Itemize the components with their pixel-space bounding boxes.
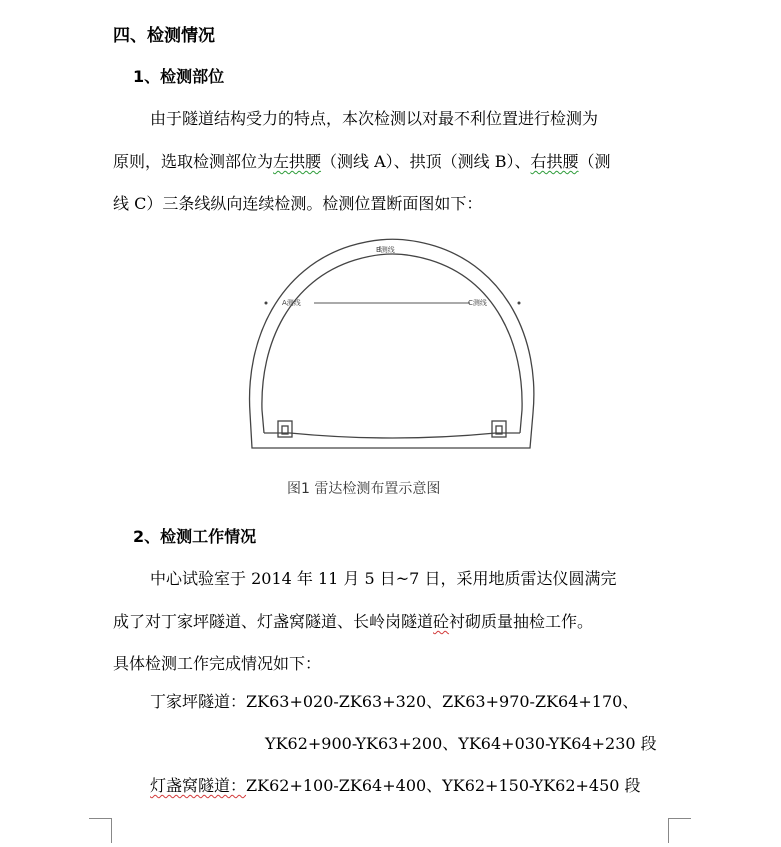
text-run: 衬砌质量抽检工作。 xyxy=(449,612,594,631)
point-a xyxy=(265,302,268,305)
tunnel-ranges-continued: YK62+900-YK63+200、YK64+030-YK64+230 段 xyxy=(265,734,657,753)
paragraph-line: 具体检测工作完成情况如下： xyxy=(113,654,322,673)
spellcheck-word: 左拱腰 xyxy=(273,152,322,171)
subsection-heading-work: 2、检测工作情况 xyxy=(133,527,257,546)
tunnel-section-figure xyxy=(240,228,545,478)
tunnel-diagram xyxy=(240,228,545,478)
paragraph-line: 中心试验室于 2014 年 11 月 5 日~7 日，采用地质雷达仪圆满完 xyxy=(150,569,617,588)
paragraph-line xyxy=(113,149,611,172)
text-run: 原则，选取检测部位为 xyxy=(113,152,274,171)
spellcheck-word: 砼 xyxy=(433,612,450,631)
text-run: （测线 A）、拱顶（测线 B）、 xyxy=(321,152,531,171)
invert-arch xyxy=(290,433,496,438)
label-b: B测线 xyxy=(376,246,395,254)
margin-corner-left xyxy=(89,818,112,843)
tunnel-ranges: ZK63+020-ZK63+320、ZK63+970-ZK64+170、 xyxy=(246,692,639,711)
label-c: C测线 xyxy=(468,299,487,307)
tunnel-name: 灯盏窝隧道： xyxy=(150,776,247,795)
tunnel-name: 丁家坪隧道： xyxy=(150,692,247,711)
inner-lining xyxy=(262,254,522,433)
outer-lining xyxy=(250,239,534,448)
label-a: A测线 xyxy=(282,299,301,307)
paragraph-line: 线 C）三条线纵向连续检测。检测位置断面图如下： xyxy=(113,194,483,213)
margin-corner-right xyxy=(668,818,691,843)
tunnel-entry xyxy=(150,689,638,712)
spellcheck-word: 右拱腰 xyxy=(530,152,579,171)
figure-caption: 图1 雷达检测布置示意图 xyxy=(287,481,441,497)
section-heading: 四、检测情况 xyxy=(113,26,215,46)
tunnel-entry xyxy=(150,773,641,796)
tunnel-ranges: ZK62+100-ZK64+400、YK62+150-YK62+450 段 xyxy=(246,776,641,795)
text-run: （测 xyxy=(578,152,611,171)
point-c xyxy=(518,302,521,305)
text-run: 成了对丁家坪隧道、灯盏窝隧道、长岭岗隧道 xyxy=(113,612,434,631)
subsection-heading-location: 1、检测部位 xyxy=(133,67,225,86)
paragraph-line: 由于隧道结构受力的特点，本次检测以对最不利位置进行检测为 xyxy=(150,109,599,128)
paragraph-line xyxy=(113,609,593,632)
